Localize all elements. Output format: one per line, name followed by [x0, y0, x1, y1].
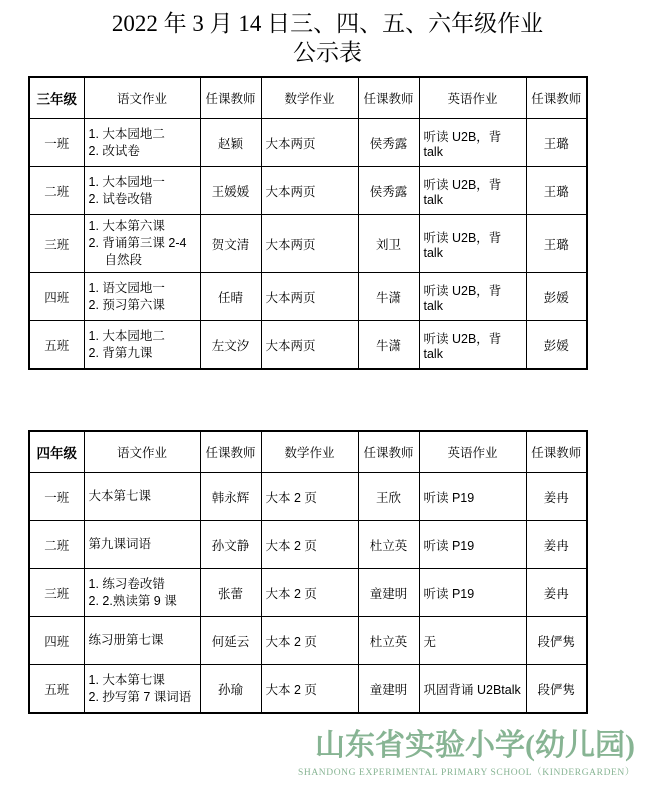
math-homework-cell: 大本两页: [261, 119, 358, 167]
chinese-teacher-cell: 张蕾: [200, 569, 261, 617]
english-homework-cell: 听读 U2B，背 talk: [419, 119, 526, 167]
math-homework-cell: 大本 2 页: [261, 521, 358, 569]
chinese-homework-cell: [84, 273, 200, 321]
english-teacher-cell: 彭媛: [526, 273, 587, 321]
homework-line: 大本第七课: [88, 489, 152, 503]
table-row: [29, 119, 587, 167]
math-teacher-cell: 刘卫: [358, 215, 419, 273]
table-row: [29, 473, 587, 521]
english-teacher-cell: 王璐: [526, 167, 587, 215]
column-header: 语文作业: [84, 77, 200, 119]
english-teacher-cell: 段俨隽: [526, 665, 587, 714]
english-teacher-cell: 彭媛: [526, 321, 587, 370]
table-row: [29, 321, 587, 370]
english-teacher-cell: 姜冉: [526, 473, 587, 521]
table-row: [29, 521, 587, 569]
page-title: [0, 0, 655, 67]
english-teacher-cell: 王璐: [526, 215, 587, 273]
homework-line: 1. 语文园地一: [88, 280, 165, 295]
class-name-cell: 五班: [29, 321, 84, 370]
homework-line: 2. 背第九课: [88, 345, 153, 360]
homework-line: 2. 预习第六课: [88, 297, 165, 312]
homework-line: 2. 背诵第三课 2-4 自然段: [88, 236, 187, 267]
class-name-cell: 二班: [29, 167, 84, 215]
chinese-teacher-cell: 王媛媛: [200, 167, 261, 215]
english-teacher-cell: 王璐: [526, 119, 587, 167]
column-header: 任课教师: [200, 431, 261, 473]
class-name-cell: 五班: [29, 665, 84, 714]
chinese-teacher-cell: 韩永辉: [200, 473, 261, 521]
school-subtitle-text: SHANDONG EXPERIMENTAL PRIMARY SCHOOL（KINDERGARDEN）: [297, 768, 635, 778]
class-name-cell: 一班: [29, 119, 84, 167]
chinese-teacher-cell: 孙瑜: [200, 665, 261, 714]
math-teacher-cell: 杜立英: [358, 521, 419, 569]
homework-line: 练习册第七课: [88, 633, 164, 647]
english-homework-cell: 听读 P19: [419, 521, 526, 569]
english-teacher-cell: 段俨隽: [526, 617, 587, 665]
math-homework-cell: 大本 2 页: [261, 617, 358, 665]
table-row: [29, 215, 587, 273]
column-header: 英语作业: [419, 431, 526, 473]
chinese-homework-cell: [84, 521, 200, 569]
homework-line: 2. 2.熟读第 9 课: [88, 593, 177, 608]
table-row: [29, 617, 587, 665]
column-header: 任课教师: [200, 77, 261, 119]
english-homework-cell: 听读 U2B，背 talk: [419, 273, 526, 321]
homework-line: 2. 抄写第 7 课词语: [88, 689, 192, 704]
chinese-teacher-cell: 孙文静: [200, 521, 261, 569]
title-line-2: 公示表: [293, 40, 362, 65]
math-teacher-cell: 童建明: [358, 569, 419, 617]
grade-label: 三年级: [29, 77, 84, 119]
column-header: 数学作业: [261, 431, 358, 473]
homework-line: 1. 练习卷改错: [88, 576, 165, 591]
math-homework-cell: 大本两页: [261, 215, 358, 273]
column-header: 任课教师: [526, 77, 587, 119]
class-name-cell: 四班: [29, 617, 84, 665]
column-header: 任课教师: [358, 77, 419, 119]
homework-line: 1. 大本园地一: [88, 174, 165, 189]
math-teacher-cell: 侯秀露: [358, 167, 419, 215]
english-teacher-cell: 姜冉: [526, 521, 587, 569]
chinese-teacher-cell: 赵颖: [200, 119, 261, 167]
math-teacher-cell: 牛潇: [358, 273, 419, 321]
header-row: [29, 77, 587, 119]
math-teacher-cell: 侯秀露: [358, 119, 419, 167]
chinese-homework-cell: [84, 215, 200, 273]
table-row: [29, 569, 587, 617]
homework-line: 1. 大本第七课: [88, 672, 165, 687]
english-homework-cell: 巩固背诵 U2Btalk: [419, 665, 526, 714]
english-homework-cell: 听读 P19: [419, 569, 526, 617]
math-teacher-cell: 牛潇: [358, 321, 419, 370]
homework-line: 第九课词语: [88, 537, 152, 551]
table-row: [29, 665, 587, 714]
chinese-homework-cell: [84, 665, 200, 714]
class-name-cell: 三班: [29, 215, 84, 273]
school-name-text: 山东省实验小学(幼儿园): [315, 729, 635, 762]
homework-line: 1. 大本第六课: [88, 219, 165, 233]
math-homework-cell: 大本两页: [261, 273, 358, 321]
math-homework-cell: 大本两页: [261, 321, 358, 370]
chinese-teacher-cell: 左文汐: [200, 321, 261, 370]
english-homework-cell: 听读 U2B，背 talk: [419, 167, 526, 215]
english-homework-cell: 听读 U2B，背 talk: [419, 215, 526, 273]
class-name-cell: 一班: [29, 473, 84, 521]
table-row: [29, 273, 587, 321]
math-homework-cell: 大本 2 页: [261, 473, 358, 521]
class-name-cell: 四班: [29, 273, 84, 321]
math-homework-cell: 大本 2 页: [261, 569, 358, 617]
math-teacher-cell: 杜立英: [358, 617, 419, 665]
math-teacher-cell: 童建明: [358, 665, 419, 714]
math-homework-cell: 大本两页: [261, 167, 358, 215]
column-header: 语文作业: [84, 431, 200, 473]
class-name-cell: 二班: [29, 521, 84, 569]
grade-label: 四年级: [29, 431, 84, 473]
table-row: [29, 167, 587, 215]
chinese-homework-cell: [84, 569, 200, 617]
math-teacher-cell: 王欣: [358, 473, 419, 521]
class-name-cell: 三班: [29, 569, 84, 617]
column-header: 英语作业: [419, 77, 526, 119]
chinese-homework-cell: [84, 167, 200, 215]
grade4-homework-table: [28, 430, 588, 714]
column-header: 任课教师: [358, 431, 419, 473]
homework-line: 2. 试卷改错: [88, 191, 153, 206]
english-homework-cell: 无: [419, 617, 526, 665]
grade3-homework-table: [28, 76, 588, 370]
chinese-teacher-cell: 何延云: [200, 617, 261, 665]
english-homework-cell: 听读 P19: [419, 473, 526, 521]
homework-line: 1. 大本园地二: [88, 328, 165, 343]
chinese-homework-cell: [84, 473, 200, 521]
chinese-homework-cell: [84, 119, 200, 167]
school-logo: [0, 714, 655, 778]
math-homework-cell: 大本 2 页: [261, 665, 358, 714]
homework-line: 1. 大本园地二: [88, 126, 165, 141]
english-teacher-cell: 姜冉: [526, 569, 587, 617]
title-line-1: 2022 年 3 月 14 日三、四、五、六年级作业: [111, 11, 544, 36]
chinese-homework-cell: [84, 617, 200, 665]
chinese-homework-cell: [84, 321, 200, 370]
homework-line: 2. 改试卷: [88, 143, 140, 158]
english-homework-cell: 听读 U2B，背 talk: [419, 321, 526, 370]
chinese-teacher-cell: 任晴: [200, 273, 261, 321]
header-row: [29, 431, 587, 473]
column-header: 任课教师: [526, 431, 587, 473]
chinese-teacher-cell: 贺文清: [200, 215, 261, 273]
column-header: 数学作业: [261, 77, 358, 119]
